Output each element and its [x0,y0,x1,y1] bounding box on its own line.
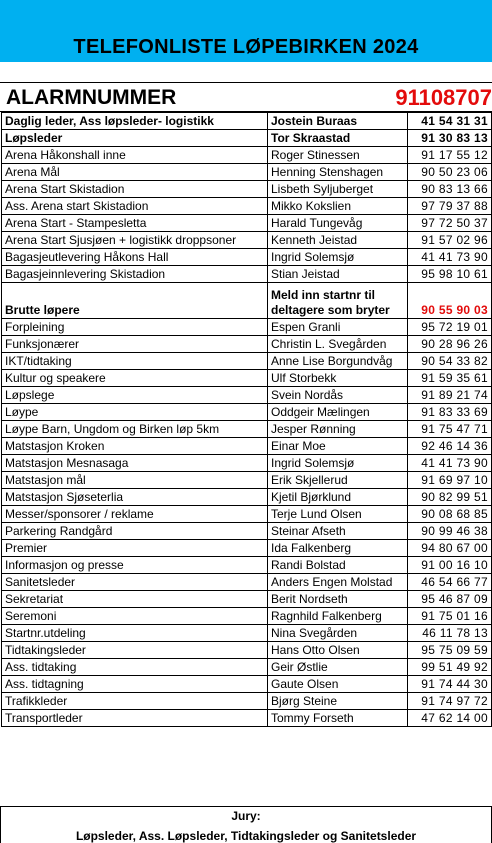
role-cell: Arena Håkonshall inne [2,147,268,164]
phone-cell: 95 98 10 61 [408,266,492,283]
role-cell: Matstasjon Sjøseterlia [2,489,268,506]
table-row [2,540,492,557]
table-row [2,642,492,659]
jury-section [0,806,492,843]
role-cell: Arena Start Sjusjøen + logistikk droppsoner [2,232,268,249]
role-cell: Brutte løpere [2,283,268,319]
phone-cell: 97 79 37 88 [408,198,492,215]
table-row [2,370,492,387]
table-row [2,404,492,421]
phone-cell: 91 83 33 69 [408,404,492,421]
phone-cell: 92 46 14 36 [408,438,492,455]
table-row [2,353,492,370]
table-row [2,181,492,198]
table-row [2,421,492,438]
name-cell: Hans Otto Olsen [268,642,408,659]
role-cell: Informasjon og presse [2,557,268,574]
role-cell: Trafikkleder [2,693,268,710]
phone-cell: 90 54 33 82 [408,353,492,370]
table-row [2,625,492,642]
role-cell: Matstasjon Kroken [2,438,268,455]
name-cell: Svein Nordås [268,387,408,404]
page-title: TELEFONLISTE LØPEBIRKEN 2024 [73,36,419,58]
phone-cell: 91 69 97 10 [408,472,492,489]
phone-cell: 91 75 47 71 [408,421,492,438]
table-row [2,455,492,472]
alarm-row [0,82,492,112]
role-cell: Løpsleder [2,130,268,147]
name-cell: Bjørg Steine [268,693,408,710]
name-cell: Oddgeir Mælingen [268,404,408,421]
role-cell: Arena Mål [2,164,268,181]
phone-cell: 90 50 23 06 [408,164,492,181]
table-row [2,164,492,181]
role-cell: Messer/sponsorer / reklame [2,506,268,523]
name-cell: Kjetil Bjørklund [268,489,408,506]
alarm-number: 91108707 [395,85,492,110]
table-row [2,283,492,319]
table-row [2,693,492,710]
table-row [2,215,492,232]
table-row [2,387,492,404]
role-cell: Ass. Arena start Skistadion [2,198,268,215]
table-row [2,249,492,266]
phone-cell: 91 74 44 30 [408,676,492,693]
name-cell: Ingrid Solemsjø [268,455,408,472]
role-cell: Løype Barn, Ungdom og Birken løp 5km [2,421,268,438]
role-cell: Bagasjeinnlevering Skistadion [2,266,268,283]
name-cell: Mikko Kokslien [268,198,408,215]
table-row [2,438,492,455]
phone-cell: 91 89 21 74 [408,387,492,404]
phone-cell: 90 82 99 51 [408,489,492,506]
role-cell: Premier [2,540,268,557]
phone-cell: 41 41 73 90 [408,249,492,266]
phone-cell: 90 55 90 03 [408,283,492,319]
table-row [2,319,492,336]
table-row [2,523,492,540]
phone-cell: 99 51 49 92 [408,659,492,676]
table-row [2,147,492,164]
role-cell: Matstasjon mål [2,472,268,489]
phone-cell: 91 59 35 61 [408,370,492,387]
phone-cell: 97 72 50 37 [408,215,492,232]
phone-cell: 91 75 01 16 [408,608,492,625]
role-cell: Arena Start Skistadion [2,181,268,198]
phone-cell: 91 57 02 96 [408,232,492,249]
table-row [2,557,492,574]
name-cell: Geir Østlie [268,659,408,676]
role-cell: Sanitetsleder [2,574,268,591]
phone-cell: 95 46 87 09 [408,591,492,608]
jury-members: Løpsleder, Ass. Løpsleder, Tidtakingsleder og Sanitetsleder [75,829,417,843]
name-cell: Roger Stinessen [268,147,408,164]
phone-cell: 46 11 78 13 [408,625,492,642]
name-cell: Gaute Olsen [268,676,408,693]
name-cell: Ragnhild Falkenberg [268,608,408,625]
table-row [2,608,492,625]
role-cell: Bagasjeutlevering Håkons Hall [2,249,268,266]
name-cell: Erik Skjellerud [268,472,408,489]
role-cell: Transportleder [2,710,268,727]
table-row [2,113,492,130]
name-cell: Anders Engen Molstad [268,574,408,591]
table-row [2,710,492,727]
name-cell: Anne Lise Borgundvåg [268,353,408,370]
phone-cell: 90 28 96 26 [408,336,492,353]
role-cell: Startnr.utdeling [2,625,268,642]
role-cell: Funksjonærer [2,336,268,353]
table-row [2,266,492,283]
table-row [2,336,492,353]
role-cell: IKT/tidtaking [2,353,268,370]
role-cell: Løpslege [2,387,268,404]
table-row [2,659,492,676]
name-cell: Christin L. Svegården [268,336,408,353]
name-cell: Ida Falkenberg [268,540,408,557]
table-row [2,676,492,693]
table-row [2,591,492,608]
name-cell: Ingrid Solemsjø [268,249,408,266]
name-cell: Jostein Buraas [268,113,408,130]
role-cell: Daglig leder, Ass løpsleder- logistikk [2,113,268,130]
name-cell: Terje Lund Olsen [268,506,408,523]
role-cell: Kultur og speakere [2,370,268,387]
name-cell: Espen Granli [268,319,408,336]
name-cell: Ulf Storbekk [268,370,408,387]
role-cell: Parkering Randgård [2,523,268,540]
table-row [2,472,492,489]
phone-cell: 41 54 31 31 [408,113,492,130]
name-cell: Jesper Rønning [268,421,408,438]
name-cell: Stian Jeistad [268,266,408,283]
phone-cell: 41 41 73 90 [408,455,492,472]
phone-cell: 91 17 55 12 [408,147,492,164]
phone-cell: 47 62 14 00 [408,710,492,727]
phone-cell: 95 72 19 01 [408,319,492,336]
phone-cell: 95 75 09 59 [408,642,492,659]
role-cell: Matstasjon Mesnasaga [2,455,268,472]
phone-cell: 91 74 97 72 [408,693,492,710]
phone-cell: 90 08 68 85 [408,506,492,523]
name-cell: Meld inn startnr til deltagere som bryter [268,283,408,319]
phone-cell: 90 99 46 38 [408,523,492,540]
role-cell: Seremoni [2,608,268,625]
phone-cell: 91 00 16 10 [408,557,492,574]
table-row [2,232,492,249]
name-cell: Einar Moe [268,438,408,455]
table-row [2,130,492,147]
role-cell: Ass. tidtaking [2,659,268,676]
table-row [2,198,492,215]
phone-list-table [1,112,492,727]
name-cell: Tor Skraastad [268,130,408,147]
role-cell: Løype [2,404,268,421]
name-cell: Berit Nordseth [268,591,408,608]
role-cell: Tidtakingsleder [2,642,268,659]
role-cell: Arena Start - Stampesletta [2,215,268,232]
role-cell: Ass. tidtagning [2,676,268,693]
table-row [2,506,492,523]
alarm-label: ALARMNUMMER [6,86,177,109]
name-cell: Henning Stenshagen [268,164,408,181]
phone-cell: 94 80 67 00 [408,540,492,557]
name-cell: Lisbeth Syljuberget [268,181,408,198]
name-cell: Harald Tungevåg [268,215,408,232]
name-cell: Nina Svegården [268,625,408,642]
name-cell: Randi Bolstad [268,557,408,574]
phone-cell: 46 54 66 77 [408,574,492,591]
name-cell: Kenneth Jeistad [268,232,408,249]
name-cell: Steinar Afseth [268,523,408,540]
phone-cell: 90 83 13 66 [408,181,492,198]
role-cell: Forpleining [2,319,268,336]
table-row [2,574,492,591]
jury-title: Jury: [231,809,261,823]
phone-cell: 91 30 83 13 [408,130,492,147]
role-cell: Sekretariat [2,591,268,608]
table-row [2,489,492,506]
name-cell: Tommy Forseth [268,710,408,727]
